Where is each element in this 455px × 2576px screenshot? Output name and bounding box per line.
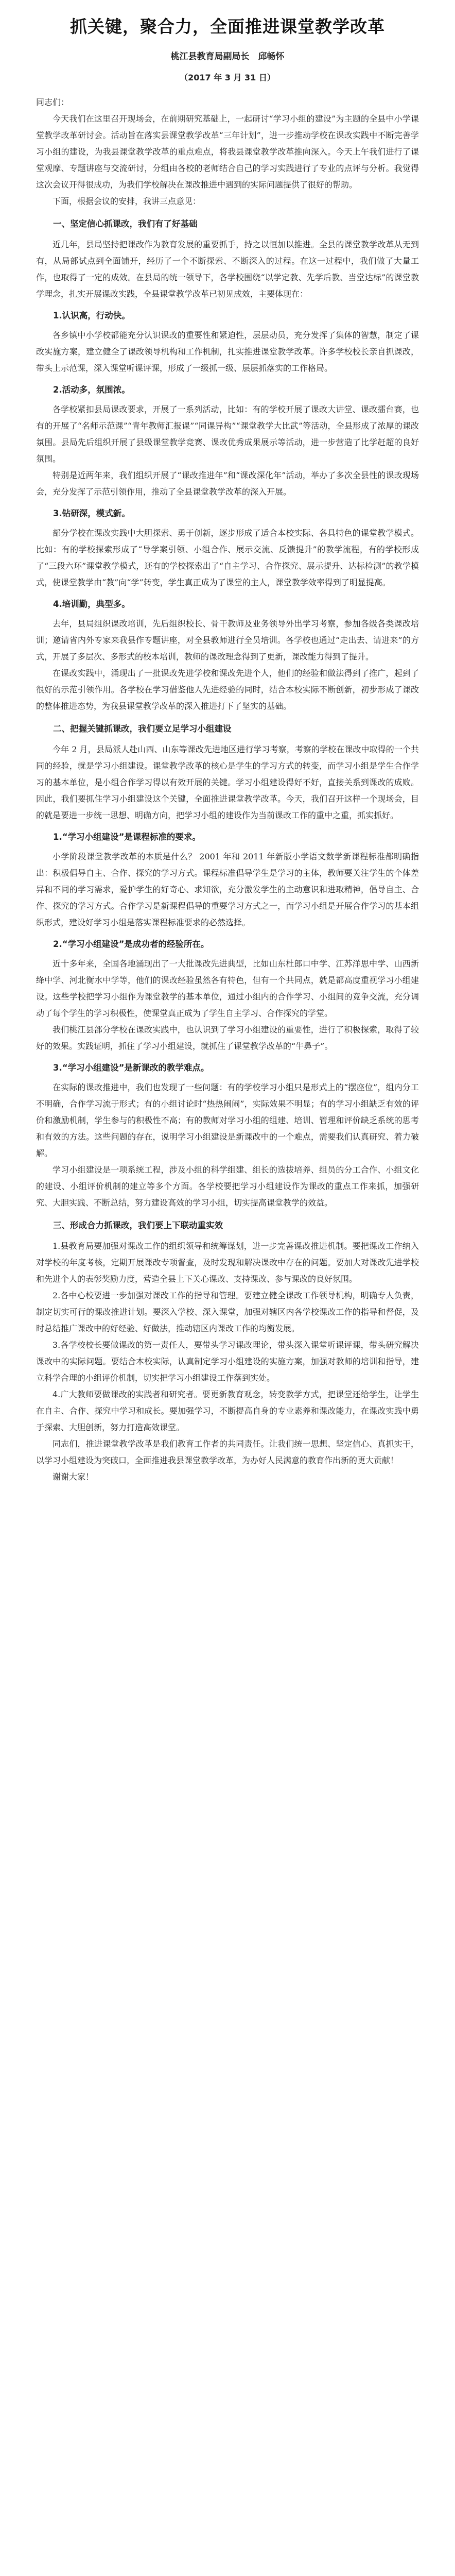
section-heading: 二、把握关键抓课改，我们要立足学习小组建设 [53,724,232,734]
intro-paragraph: 今天我们在这里召开现场会，在前期研究基础上，一起研讨“学习小组的建设”为主题的全县中小学课堂教学改革研讨会。活动旨在落实县课堂教学改革“三年计划”，进一步推动学校在课改实践中不断完善学习小组的建设，为我县课堂教学改革的重点难点，将我县课堂教学改革推向深入。今天上午我们进行了课堂观摩、专题讲座与交流研讨，分组由各校的老师结合自己的学习实践进行了专业的点评与分析。我觉得这次会议开得很成功，为我们学校解决在课改推进中遇到的实际问题提供了很好的帮助。 [36,114,419,190]
paragraph: 各学校紧扣县局课改要求，开展了一系列活动，比如：有的学校开展了课改大讲堂、课改擂台赛，也有的开展了“名师示范课”“青年教师汇报课”“同课异构”“课堂教学大比武”等活动，全县形成了浓厚的课改氛围。县局先后组织开展了县级课堂教学竞赛、课改优秀成果展示等活动，进一步营造了比学赶超的良好氛围。 [36,404,419,464]
paragraph: 小学阶段课堂教学改革的本质是什么？ 2001 年和 2011 年新版小学语文数学新课程标准都明确指出：积极倡导自主、合作、探究的学习方式。课程标准倡导学生是学习的主体，教师要关注学生的个体差异和不同的学习需求，爱护学生的好奇心、求知欲，充分激发学生的主动意识和进取精神，倡导自主、合作、探究的学习方式。合作学习是新课程倡导的重要学习方式之一，而学习小组是开展合作学习的基本组织形式，建设好学习小组是落实课程标准要求的必然选择。 [36,852,419,927]
paragraph: 各乡镇中小学校都能充分认识课改的重要性和紧迫性，层层动员，充分发挥了集体的智慧，制定了课改实施方案，建立健全了课改领导机构和工作机制，扎实推进课堂教学改革。许多学校校长亲自抓课改，带头上示范课，深入课堂听课评课，形成了一级抓一级、层层抓落实的工作格局。 [36,330,419,373]
paragraph: 2.各中心校要进一步加强对课改工作的指导和管理。要建立健全课改工作领导机构，明确专人负责，制定切实可行的课改推进计划。要深入学校、深入课堂，加强对辖区内各学校课改工作的指导和督促，及时总结推广课改中的好经验、好做法，推动辖区内课改工作的均衡发展。 [36,1291,419,1333]
subsection-heading: 4.培训勤，典型多。 [53,599,130,609]
paragraph: 在实际的课改推进中，我们也发现了一些问题：有的学校学习小组只是形式上的“摆座位”，组内分工不明确，合作学习流于形式；有的小组讨论时“热热闹闹”，实际效果不明显；有的学习小组缺乏有效的评价和激励机制，学生参与的积极性不高；有的教师对学习小组的组建、培训、管理和评价缺乏系统的思考和有效的方法。这些问题的存在，说明学习小组建设是新课改中的一个难点，需要我们认真研究、着力破解。 [36,1082,419,1158]
subsection-heading: 1.“学习小组建设”是课程标准的要求。 [53,832,201,842]
author-byline: 桃江县教育局副局长 邱畅怀 [170,52,285,62]
subsection-heading: 2.活动多，氛围浓。 [53,385,130,395]
document-body [36,111,419,1485]
paragraph: 我们桃江县部分学校在课改实践中，也认识到了学习小组建设的重要性，进行了积极探索，取得了较好的效果。实践证明，抓住了学习小组建设，就抓住了课堂教学改革的“牛鼻子”。 [36,1025,419,1051]
paragraph: 谢谢大家！ [52,1472,94,1482]
paragraph: 今年 2 月，县局派人赴山西、山东等课改先进地区进行学习考察，考察的学校在课改中取得的一个共同的经验，就是学习小组建设。课堂教学改革的核心是学生的学习方式的转变，而学习小组是学生合作学习的基本单位，是小组合作学习得以有效开展的关键。学习小组建设得好不好，直接关系到课改的成败。因此，我们要抓住学习小组建设这个关键，全面推进课堂教学改革。今天，我们召开这样一个现场会，目的就是要进一步统一思想、明确方向，把学习小组的建设作为当前课改工作的重中之重，抓实抓好。 [36,744,419,820]
paragraph: 4.广大教师要做课改的实践者和研究者。要更新教育观念，转变教学方式，把课堂还给学生，让学生在自主、合作、探究中学习和成长。要加强学习，不断提高自身的专业素养和课改能力，在课改实践中勇于探索、大胆创新，努力打造高效课堂。 [36,1389,419,1432]
subsection-heading: 3.“学习小组建设”是新课改的教学难点。 [53,1063,209,1073]
paragraph: 3.各学校校长要做课改的第一责任人，要带头学习课改理论，带头深入课堂听课评课，带头研究解决课改中的实际问题。要结合本校实际，认真制定学习小组建设的实施方案，加强对教师的培训和指导，建立科学合理的小组评价机制，切实把学习小组建设工作落到实处。 [36,1340,419,1383]
section-heading: 一、坚定信心抓课改，我们有了好基础 [53,219,198,229]
section-heading: 三、形成合力抓课改，我们要上下联动重实效 [53,1221,223,1230]
paragraph: 同志们，推进课堂教学改革是我们教育工作者的共同责任。让我们统一思想、坚定信心、真抓实干，以学习小组建设为突破口，全面推进我县课堂教学改革，为办好人民满意的教育作出新的更大贡献！ [36,1439,419,1465]
paragraph: 部分学校在课改实践中大胆探索、勇于创新，逐步形成了适合本校实际、各具特色的课堂教学模式。比如：有的学校探索形成了“导学案引领、小组合作、展示交流、反馈提升”的教学流程，有的学校形成了“三段六环”课堂教学模式，还有的学校探索出了“自主学习、合作探究、展示提升、达标检测”的教学模式，使课堂教学由“教”向“学”转变，学生真正成为了课堂的主人，课堂教学效率得到了明显提高。 [36,528,419,587]
subsection-heading: 2.“学习小组建设”是成功者的经验所在。 [53,939,209,949]
intro-paragraph: 下面，根据会议的安排，我讲三点意见： [52,196,201,206]
paragraph: 近十多年来，全国各地涌现出了一大批课改先进典型，比如山东杜郎口中学、江苏洋思中学、山西新绛中学、河北衡水中学等，他们的课改经验虽然各有特色，但有一个共同点，就是都高度重视学习小组建设。这些学校把学习小组作为课堂教学的基本单位，通过小组内的合作学习、小组间的竞争交流，充分调动了每个学生的学习积极性，使课堂真正成为了学生自主学习、合作探究的学堂。 [36,959,419,1018]
paragraph: 1.县教育局要加强对课改工作的组织领导和统筹谋划，进一步完善课改推进机制。要把课改工作纳入对学校的年度考核，定期开展课改专项督查，及时发现和解决课改中存在的问题。要加大对课改先进学校和先进个人的表彰奖励力度，营造全县上下关心课改、支持课改、参与课改的良好氛围。 [36,1241,419,1284]
greeting: 同志们： [36,97,69,107]
document-title: 抓关键，聚合力，全面推进课堂教学改革 [70,16,385,37]
paragraph: 去年，县局组织课改培训，先后组织校长、骨干教师及业务领导外出学习考察，参加各级各类课改培训；邀请省内外专家来我县作专题讲座，对全县教师进行全员培训。各学校也通过“走出去、请进来”的方式，开展了多层次、多形式的校本培训，教师的课改理念得到了更新，课改能力得到了提升。 [36,619,419,662]
paragraph: 在课改实践中，涌现出了一批课改先进学校和课改先进个人，他们的经验和做法得到了推广，起到了很好的示范引领作用。各学校在学习借鉴他人先进经验的同时，结合本校实际不断创新，初步形成了课改的整体推进态势，为我县课堂教学改革的深入推进打下了坚实的基础。 [36,668,419,711]
speech-date: （2017 年 3 月 31 日） [180,73,275,82]
paragraph: 特别是近两年来，我们组织开展了“课改推进年”和“课改深化年”活动，举办了多次全县性的课改现场会，充分发挥了示范引领作用，推动了全县课堂教学改革的深入开展。 [36,470,419,497]
paragraph: 学习小组建设是一项系统工程，涉及小组的科学组建、组长的选拔培养、组员的分工合作、小组文化的建设、小组评价机制的建立等多个方面。各学校要把学习小组建设作为课改的重点工作来抓，加强研究、大胆实践、不断总结，努力建设高效的学习小组，切实提高课堂教学的效益。 [36,1165,419,1208]
subsection-heading: 3.钻研深，模式新。 [53,509,130,518]
subsection-heading: 1.认识高，行动快。 [53,311,130,320]
paragraph: 近几年，县局坚持把课改作为教育发展的重要抓手，持之以恒加以推进。全县的课堂教学改革从无到有，从局部试点到全面铺开，经历了一个不断探索、不断深入的过程。在这一过程中，我们做了大量工作，也取得了一定的成效。在县局的统一领导下，各学校围绕“以学定教、先学后教、当堂达标”的课堂教学理念，扎实开展课改实践，全县课堂教学改革已初见成效，主要体现在： [36,240,419,299]
